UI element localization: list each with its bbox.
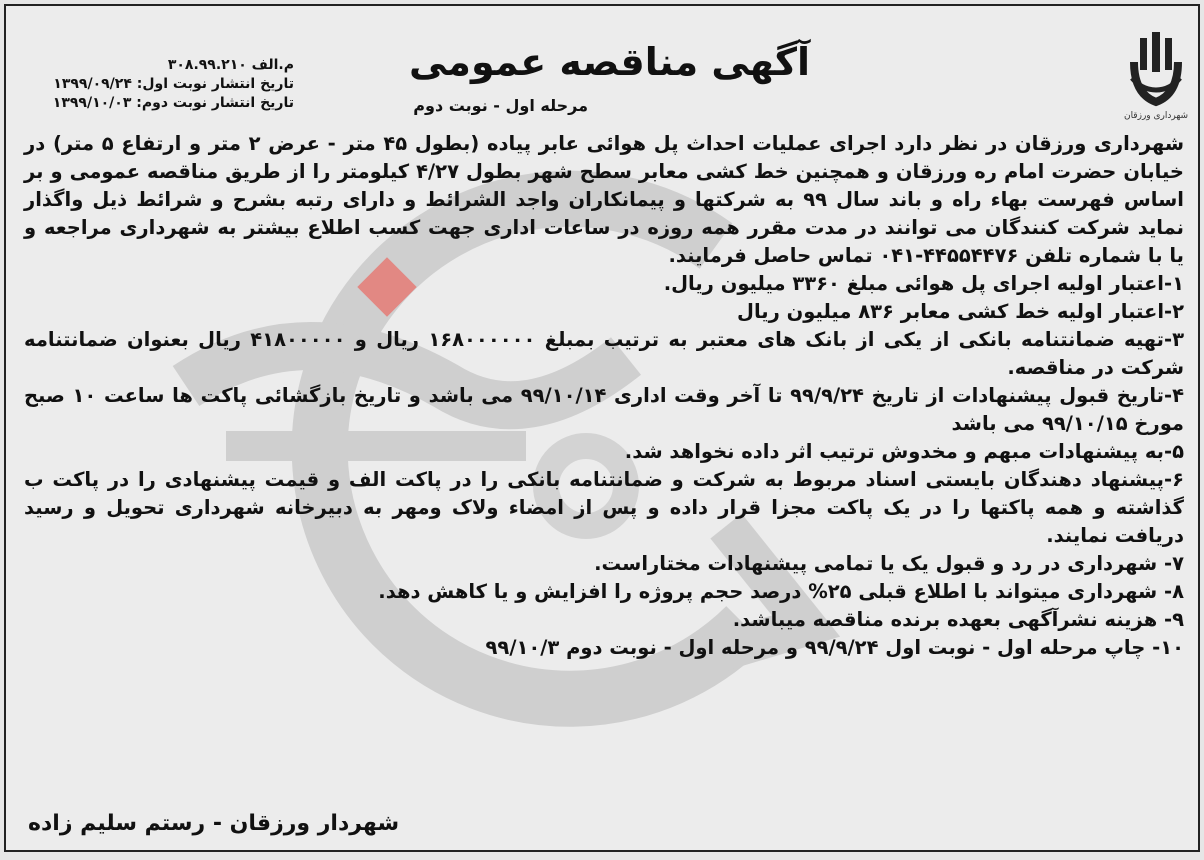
municipality-logo-icon: [1123, 30, 1189, 122]
mayor-signature: شهردار ورزقان - رستم سلیم زاده: [28, 811, 400, 836]
second-publish-date: تاریخ انتشار نوبت دوم: ۱۳۹۹/۱۰/۰۳: [52, 95, 294, 111]
notice-subtitle: مرحله اول - نوبت دوم: [413, 96, 588, 115]
condition-item-9: ۹- هزینه نشرآگهی بعهده برنده مناقصه میباشد.: [732, 608, 1184, 631]
condition-item-3: ۳-تهیه ضمانتنامه بانکی از یکی از بانک های معتبر به ترتیب بمبلغ ۱۶۸۰۰۰۰۰۰ ریال و ۴۱۸۰۰۰۰۰ ریال بعنوان ضمانتنامه شرکت در مناقصه.: [24, 328, 1185, 379]
condition-item-5: ۵-به پیشنهادات مبهم و مخدوش ترتیب اثر داده نخواهد شد.: [624, 440, 1184, 463]
first-publish-date: تاریخ انتشار نوبت اول: ۱۳۹۹/۰۹/۲۴: [53, 76, 294, 92]
condition-item-8: ۸- شهرداری میتواند با اطلاع قبلی ۲۵% درصد حجم پروژه را افزایش و یا کاهش دهد.: [378, 580, 1184, 603]
condition-item-1: ۱-اعتبار اولیه اجرای پل هوائی مبلغ ۳۳۶۰ میلیون ریال.: [663, 272, 1184, 295]
publication-info: [24, 56, 294, 113]
notice-header: [6, 6, 1198, 124]
logo-caption: شهرداری ورزقان: [1123, 111, 1189, 121]
notice-title: آگهی مناقصه عمومی: [408, 40, 810, 84]
condition-item-10: ۱۰- چاپ مرحله اول - نوبت اول ۹۹/۹/۲۴ و مرحله اول - نوبت دوم ۹۹/۱۰/۳: [485, 636, 1184, 659]
condition-item-4: ۴-تاریخ قبول پیشنهادات از تاریخ ۹۹/۹/۲۴ تا آخر وقت اداری ۹۹/۱۰/۱۴ می باشد و تاریخ بازگشائی پاکت ها ساعت ۱۰ صبح مورخ ۹۹/۱۰/۱۵ می باشد: [24, 384, 1184, 435]
condition-item-7: ۷- شهرداری در رد و قبول یک یا تمامی پیشنهادات مختاراست.: [594, 552, 1184, 575]
reference-number: م.الف ۳۰۸.۹۹.۲۱۰: [167, 57, 294, 73]
intro-paragraph: شهرداری ورزقان در نظر دارد اجرای عملیات احداث پل هوائی عابر پیاده (بطول ۴۵ متر - عرض ۲ متر و ارتفاع ۵ متر) در خیابان حضرت امام ره ورزقان و همچنین خط کشی معابر سطح شهر بطول ۴/۲۷ کیلومتر را از طریق مناقصه عمومی و بر اساس فهرست بهاء راه و باند سال ۹۹ به شرکتها و پیمانکاران واجد الشرائط و دارای رتبه بشرح و شرائط ذیل واگذار نماید شرکت کنندگان می توانند در مدت مقرر همه روزه در ساعات اداری جهت کسب اطلاع بیشتر به شهرداری مراجعه و یا با شماره تلفن ۴۴۵۵۴۴۷۶-۰۴۱ تماس حاصل فرمایند.: [24, 132, 1184, 267]
notice-body: [6, 130, 1198, 662]
tender-notice: [4, 4, 1200, 852]
condition-item-6: ۶-پیشنهاد دهندگان بایستی اسناد مربوط به شرکت و ضمانتنامه بانکی را در پاکت الف و قیمت پیشنهادی را در پاکت ب گذاشته و همه پاکتها را در یک پاکت مجزا قرار داده و پس از امضاء ولاک ومهر به دبیرخانه شهرداری تحویل و رسید دریافت نمایند.: [24, 468, 1184, 547]
condition-item-2: ۲-اعتبار اولیه خط کشی معابر ۸۳۶ میلیون ریال: [737, 300, 1184, 323]
